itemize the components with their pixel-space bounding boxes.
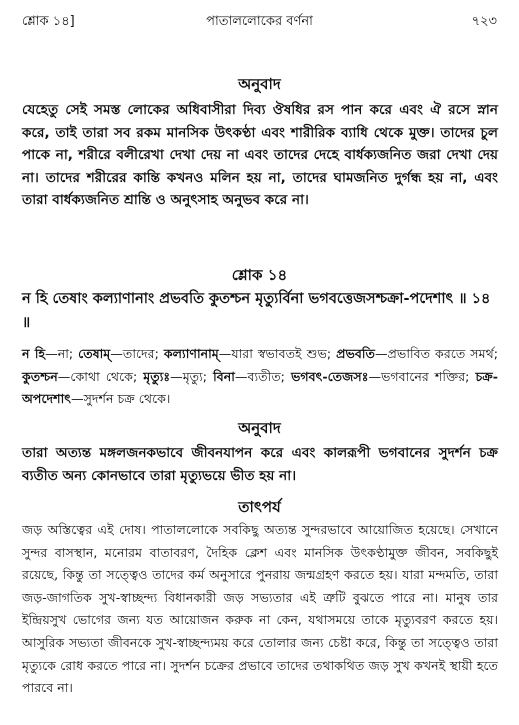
running-header	[22, 8, 497, 30]
synonym-word: কল্যাণানাম্	[163, 346, 219, 361]
synonym-meaning: —মৃত্যু;	[170, 368, 214, 384]
synonym-meaning: —তাদের;	[110, 346, 164, 361]
verse-heading: শ্লোক ১৪	[231, 266, 288, 284]
synonym-meaning: —না;	[45, 346, 79, 361]
translation-heading: অনুবাদ	[238, 75, 281, 93]
purport-text: জড় অস্তিত্বের এই দোষ। পাতাললোকে সবকিছু অত্যন্ত সুন্দরভাবে আয়োজিত হয়েছে। সেখানে সুন্দর বাসস্থান, মনোরম বাতাবরণ, দৈহিক ক্লেশ এবং মানসিক উৎকণ্ঠামুক্ত জীবন, সবকিছুই রয়েছে, কিন্তু তা সত্ত্বেও তাদের কর্ম অনুসারে পুনরায় জন্মগ্রহণ করতে হয়। যারা মন্দমতি, তারা জড়-জাগতিক সুখ-স্বাচ্ছন্দ্য বিধানকারী জড় সভ্যতার এই ত্রুটি বুঝতে পারে না। মানুষ তার ইন্দ্রিয়সুখ ভোগের জন্য যত আয়োজন করুক না কেন, যথাসময়ে তাকে মৃত্যুবরণ করতে হয়। আসুরিক সভ্যতা জীবনকে সুখ-স্বাচ্ছন্দ্যময় করে তোলার জন্য চেষ্টা করে, কিন্তু তা সত্ত্বেও তারা মৃত্যুকে রোধ করতে পারে না। সুদর্শন চক্রের প্রভাবে তাদের তথাকথিত জড় সুখ কখনই স্থায়ী হতে পারবে না।	[22, 522, 498, 696]
verse-text: ন হি তেষাং কল্যাণানাং প্রভবতি কুতশ্চন মৃত্যুর্বিনা ভগবত্তেজসশ্চক্রা-পদেশাৎ ॥ ১৪ ॥	[22, 291, 491, 331]
page-number: ৭২৩	[471, 14, 497, 29]
synonyms	[22, 343, 498, 411]
synonym-word: চক্র-অপদেশাৎ	[22, 368, 498, 407]
purport-heading: তাৎপর্য	[238, 498, 281, 516]
synonym-meaning: —ভগবানের শক্তির;	[368, 368, 476, 384]
verse-reference: শ্লোক ১৪]	[22, 14, 75, 29]
synonym-word: তেষাম্	[78, 346, 111, 361]
synonym-meaning: —প্রভাবিত করতে সমর্থ;	[374, 346, 498, 361]
synonym-word: বিনা	[213, 368, 235, 384]
synonym-meaning: —সুদর্শন চক্র থেকে।	[70, 391, 171, 407]
synonym-word: ভগবৎ-তেজসঃ	[290, 368, 369, 384]
verse-translation-heading: অনুবাদ	[238, 419, 281, 437]
synonym-word: কুতশ্চন	[22, 368, 58, 384]
synonym-word: ন হি	[22, 346, 46, 361]
synonym-word: প্রভবতি	[336, 346, 375, 361]
synonym-meaning: —কোথা থেকে;	[57, 368, 144, 384]
verse-translation-text: তারা অত্যন্ত মঙ্গলজনকভাবে জীবনযাপন করে এবং কালরূপী ভগবানের সুদর্শন চক্র ব্যতীত অন্য কোনভাবে তারা মৃত্যুভয়ে ভীত হয় না।	[22, 445, 498, 484]
translation-text: যেহেতু সেই সমস্ত লোকের অধিবাসীরা দিব্য ঔষধির রস পান করে এবং ঐ রসে স্নান করে, তাই তারা সব রকম মানসিক উৎকণ্ঠা এবং শারীরিক ব্যাধি থেকে মুক্ত। তাদের চুল পাকে না, শরীরে বলীরেখা দেখা দেয় না এবং তাদের দেহে বার্ধক্যজনিত জরা দেখা দেয় না। তাদের শরীরের কান্তি কখনও মলিন হয় না, তাদের ঘামজনিত দুর্গন্ধ হয় না, এবং তারা বার্ধক্যজনিত শ্রান্তি ও অনুৎসাহ অনুভব করে না।	[22, 102, 498, 208]
synonym-word: মৃত্যুঃ	[143, 368, 171, 384]
synonym-meaning: —ব্যতীত;	[234, 368, 291, 384]
chapter-title: পাতাললোকের বর্ণনা	[206, 14, 313, 29]
synonym-meaning: —যারা স্বভাবতই শুভ;	[218, 346, 337, 361]
